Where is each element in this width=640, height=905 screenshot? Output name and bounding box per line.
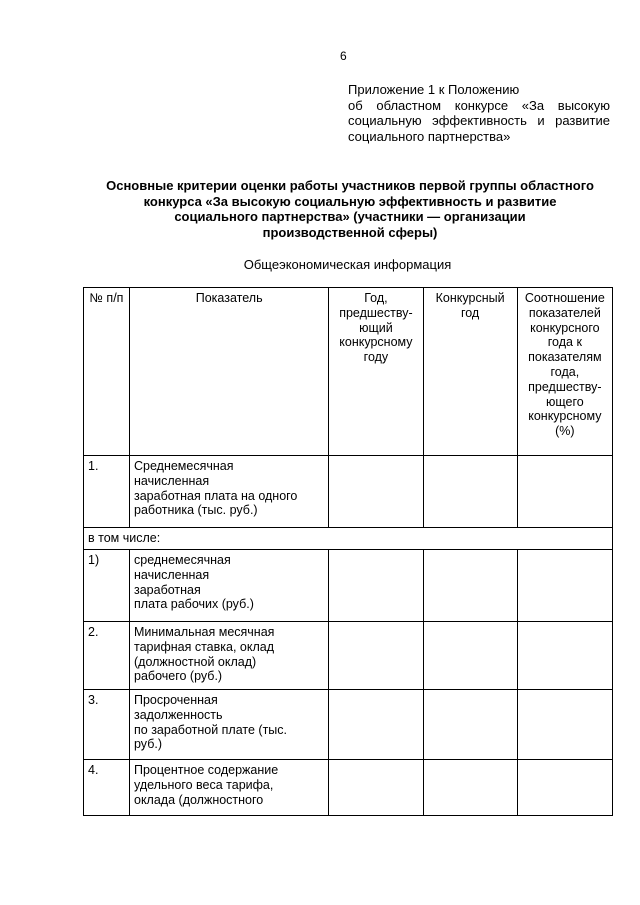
row-indicator: среднемесячная начисленная заработная плата рабочих (руб.) (130, 550, 329, 622)
table-header-row (84, 288, 613, 456)
cell-contest-year (423, 456, 517, 528)
table-row (84, 550, 613, 622)
title-line-3: социального партнерства» (участники — организации (174, 209, 526, 224)
page-number: 6 (340, 49, 347, 63)
title-line-2: конкурса «За высокую социальную эффективность и развитие (143, 193, 557, 209)
row-number: 3. (84, 690, 130, 760)
row-number: 2. (84, 622, 130, 690)
cell-ratio (517, 550, 612, 622)
cell-contest-year (423, 622, 517, 690)
cell-previous-year (329, 760, 423, 816)
criteria-table (83, 287, 613, 816)
subheader-label: в том числе: (84, 528, 613, 550)
title-line-4: производственной сферы) (262, 224, 438, 240)
table-row (84, 690, 613, 760)
appendix-line-4: социального партнерства» (348, 128, 511, 144)
row-indicator: Просроченная задолженность по заработной плате (тыс. руб.) (130, 690, 329, 760)
header-previous-year: Год, предшеству- ющий конкурсному году (329, 288, 423, 456)
cell-ratio (517, 690, 612, 760)
row-indicator: Среднемесячная начисленная заработная плата на одного работника (тыс. руб.) (130, 456, 329, 528)
document-title (80, 178, 620, 240)
cell-ratio (517, 622, 612, 690)
row-number: 1. (84, 456, 130, 528)
appendix-line-3: социальную эффективность и развитие (348, 113, 610, 128)
table-subheader-row (84, 528, 613, 550)
cell-previous-year (329, 550, 423, 622)
appendix-line-2: об областном конкурсе «За высокую (348, 97, 610, 113)
cell-contest-year (423, 690, 517, 760)
row-indicator: Минимальная месячная тарифная ставка, оклад (должностной оклад) рабочего (руб.) (130, 622, 329, 690)
cell-contest-year (423, 550, 517, 622)
cell-ratio (517, 456, 612, 528)
header-number: № п/п (84, 288, 130, 456)
cell-previous-year (329, 456, 423, 528)
header-ratio: Соотношение показателей конкурсного года к показателям года, предшеству- ющего конкурсному (%) (517, 288, 612, 456)
table-row (84, 622, 613, 690)
title-line-1: Основные критерии оценки работы участников первой группы областного (106, 178, 594, 193)
header-indicator: Показатель (130, 288, 329, 456)
table-row (84, 456, 613, 528)
row-number: 4. (84, 760, 130, 816)
cell-ratio (517, 760, 612, 816)
row-number: 1) (84, 550, 130, 622)
row-indicator: Процентное содержание удельного веса тарифа, оклада (должностного (130, 760, 329, 816)
appendix-line-1: Приложение 1 к Положению (348, 82, 520, 97)
section-title: Общеэкономическая информация (243, 257, 452, 272)
cell-previous-year (329, 690, 423, 760)
cell-previous-year (329, 622, 423, 690)
appendix-reference (348, 82, 610, 144)
table-row (84, 760, 613, 816)
header-contest-year: Конкурсный год (423, 288, 517, 456)
cell-contest-year (423, 760, 517, 816)
